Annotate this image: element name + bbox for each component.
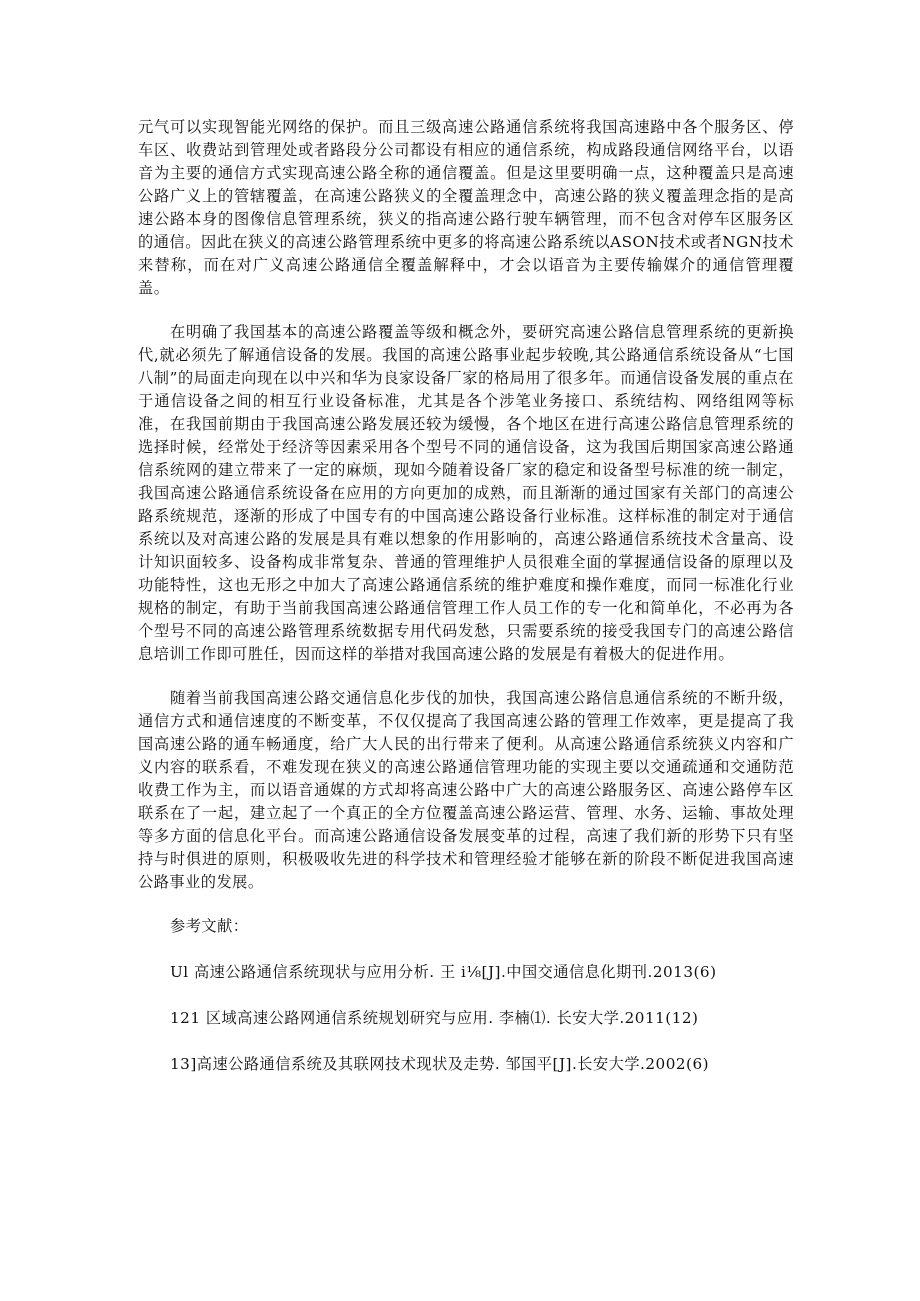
paragraph-3: 随着当前我国高速公路交通信息化步伐的加快，我国高速公路信息通信系统的不断升级，通信方式和通信速度的不断变革，不仅仅提高了我国高速公路的管理工作效率，更是提高了我国高速公路的通车畅通度，给广大人民的出行带来了便利。从高速公路通信系统狭义内容和广义内容的联系看，不难发现在狭义的高速公路通信管理功能的实现主要以交通疏通和交通防范收费工作为主，而以语音通媒的方式却将高速公路中广大的高速公路服务区、高速公路停车区联系在了一起，建立起了一个真正的全方位覆盖高速公路运营、管理、水务、运输、事故处理等多方面的信息化平台。而高速公路通信设备发展变革的过程，高速了我们新的形势下只有坚持与时俱进的原则，积极吸收先进的科学技术和管理经验才能够在新的阶段不断促进我国高速公路事业的发展。: [138, 689, 794, 891]
references-heading: 参考文献：: [170, 917, 249, 935]
reference-item-2: 121 区域高速公路网通信系统规划研究与应用. 李楠⑴. 长安大学.2011(12): [170, 1009, 699, 1027]
paragraph-1: 元气可以实现智能光网络的保护。而且三级高速公路通信系统将我国高速路中各个服务区、停车区、收费站到管理处或者路段分公司都设有相应的通信系统，构成路段通信网络平台，以语音为主要的通信方式实现高速公路全称的通信覆盖。但是这里要明确一点，这种覆盖只是高速公路广义上的管辖覆盖，在高速公路狭义的全覆盖理念中，高速公路的狭义覆盖理念指的是高速公路本身的图像信息管理系统，狭义的指高速公路行驶车辆管理，而不包含对停车区服务区的通信。因此在狭义的高速公路管理系统中更多的将高速公路系统以ASON技术或者NGN技术来替称，而在对广义高速公路通信全覆盖解释中，才会以语音为主要传输媒介的通信管理覆盖。: [138, 118, 794, 297]
paragraph-2: 在明确了我国基本的高速公路覆盖等级和概念外，要研究高速公路信息管理系统的更新换代,就必须先了解通信设备的发展。我国的高速公路事业起步较晚,其公路通信系统设备从“七国八制”的局面走向现在以中兴和华为良家设备厂家的格局用了很多年。而通信设备发展的重点在于通信设备之间的相互行业设备标准，尤其是各个涉笔业务接口、系统结构、网络组网等标准，在我国前期由于我国高速公路发展还较为缓慢，各个地区在进行高速公路信息管理系统的选择时候，经常处于经济等因素采用各个型号不同的通信设备，这为我国后期国家高速公路通信系统网的建立带来了一定的麻烦，现如今随着设备厂家的稳定和设备型号标准的统一制定，我国高速公路通信系统设备在应用的方向更加的成熟，而且渐渐的通过国家有关部门的高速公路系统规范，逐渐的形成了中国专有的中国高速公路设备行业标准。这样标准的制定对于通信系统以及对高速公路的发展是具有难以想象的作用影响的，高速公路通信系统技术含量高、设计知识面较多、设备构成非常复杂、普通的管理维护人员很难全面的掌握通信设备的原理以及功能特性，这也无形之中加大了高速公路通信系统的维护难度和操作难度，而同一标准化行业规格的制定，有助于当前我国高速公路通信管理工作人员工作的专一化和简单化，不必再为各个型号不同的高速公路管理系统数据专用代码发愁，只需要系统的接受我国专门的高速公路信息培训工作即可胜任，因而这样的举措对我国高速公路的发展是有着极大的促进作用。: [138, 323, 794, 663]
reference-item-3: 13]高速公路通信系统及其联网技术现状及走势. 邹国平[J].长安大学.2002(6): [170, 1055, 710, 1073]
document-body: [138, 116, 794, 1076]
reference-item-1: Ul 高速公路通信系统现状与应用分析. 王 i⅛[J].中国交通信息化期刊.2013(6): [170, 963, 717, 981]
